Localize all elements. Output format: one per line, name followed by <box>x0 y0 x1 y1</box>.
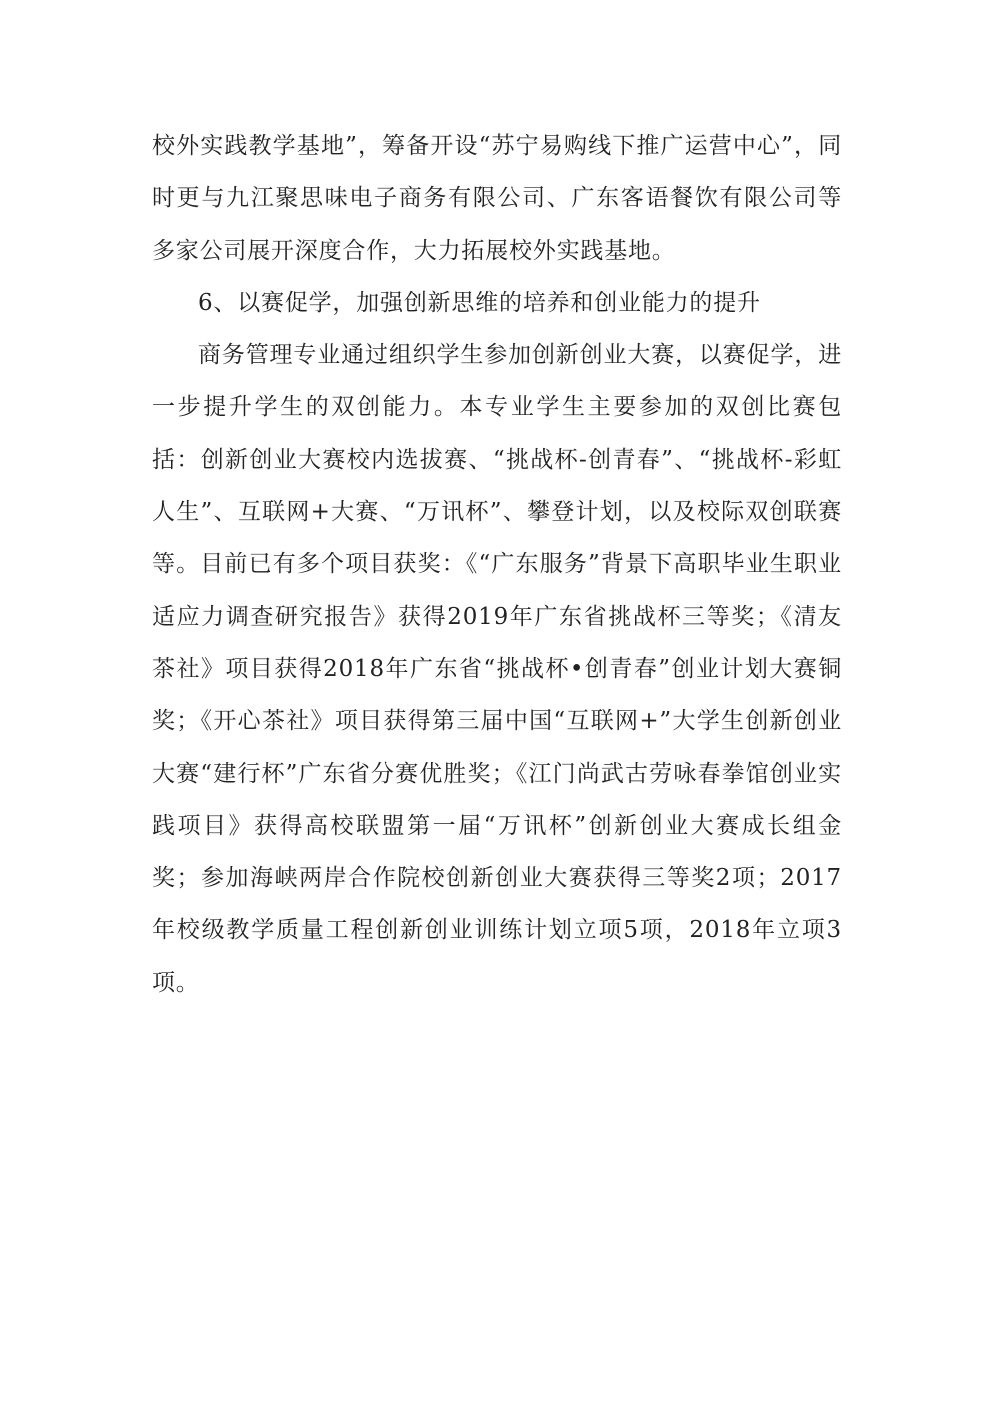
section-heading-6: 6、以赛促学，加强创新思维的培养和创业能力的提升 <box>198 289 761 316</box>
paragraph-practice-bases: 校外实践教学基地”，筹备开设“苏宁易购线下推广运营中心”，同时更与九江聚思味电子商务有限公司、广东客语餐饮有限公司等多家公司展开深度合作，大力拓展校外实践基地。 <box>152 133 842 264</box>
paragraph-competitions: 商务管理专业通过组织学生参加创新创业大赛，以赛促学，进一步提升学生的双创能力。本专业学生主要参加的双创比赛包括：创新创业大赛校内选拔赛、“挑战杯-创青春”、“挑战杯-彩虹人生”、互联网+大赛、“万讯杯”、攀登计划，以及校际双创联赛等。目前已有多个项目获奖：《“广东服务”背景下高职毕业生职业适应力调查研究报告》获得2019年广东省挑战杯三等奖；《清友茶社》项目获得2018年广东省“挑战杯•创青春”创业计划大赛铜奖；《开心茶社》项目获得第三届中国“互联网+”大学生创新创业大赛“建行杯”广东省分赛优胜奖；《江门尚武古劳咏春拳馆创业实践项目》获得高校联盟第一届“万讯杯”创新创业大赛成长组金奖；参加海峡两岸合作院校创新创业大赛获得三等奖2项；2017年校级教学质量工程创新创业训练计划立项5项，2018年立项3项。 <box>152 342 842 996</box>
document-body <box>152 120 842 1009</box>
